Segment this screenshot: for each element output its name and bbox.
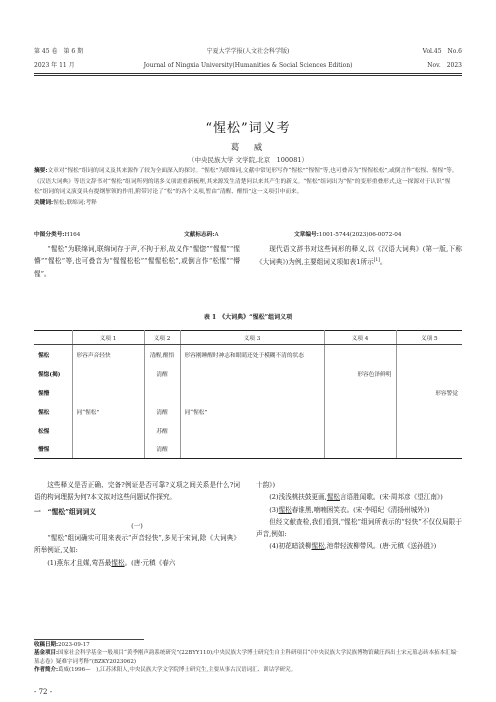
article-no-label: 文章编号:	[294, 232, 319, 238]
date-en: Nov. 2023	[427, 62, 462, 69]
footnote-rule	[34, 639, 144, 640]
journal-title-cn: 宁夏大学学报(人文社会科学版)	[206, 48, 290, 55]
table-header	[34, 331, 72, 345]
intro-left: “惺松”为联绵词,联绵词存于声,不拘于形,故义作“惺惚”“惺惺”“惺懵”“惺松”等,也可叠音为“惺惺松松”“惺惺松松”,或倒言作“松惺”“懵惺”。	[34, 245, 240, 278]
author-bio: 葛威(1996— ),江苏沭阳人,中央民族大学文学院博士研究生,主要从事古汉语词汇、训诂学研究。	[58, 667, 297, 674]
example-text: (4)初花暗淡柳	[269, 542, 312, 551]
table-cell-word: 惺松	[34, 402, 72, 421]
right-column	[256, 479, 462, 553]
author-name: 葛 威	[230, 143, 266, 153]
table-cell: 形容刚睡醒时神志和眼睛还处于模糊不清的状态	[180, 345, 324, 364]
table-caption: 表 1 《大词典》“惺松”组词义项	[203, 314, 293, 321]
table-cell: 清醒	[144, 440, 180, 459]
paragraph: “惺松”组词确实可用来表示“声音轻快”,多见于宋词,除《大词典》所举例证,又如:	[34, 534, 240, 555]
table-cell: 同“惺松”	[180, 402, 324, 421]
abstract	[34, 166, 462, 208]
author-bio-label: 作者简介:	[34, 667, 59, 674]
subsection-heading: (一)	[131, 521, 143, 530]
header-rule	[34, 73, 462, 74]
table-cell	[324, 345, 396, 364]
table-cell	[72, 383, 144, 402]
example-text: 。(唐·元稹《春六	[124, 558, 176, 567]
table-cell: 苏醒	[144, 421, 180, 440]
table-cell: 形容警觉	[396, 383, 462, 402]
example-keyword: 惺松	[311, 542, 325, 551]
article-title: “惺松”词义考	[205, 121, 291, 136]
keywords: 惺松;联绵词;考释	[53, 199, 97, 206]
page-number: - 72 -	[34, 688, 53, 696]
doc-code-label: 文献标志码:	[184, 232, 215, 238]
table-cell	[72, 421, 144, 440]
example-1	[34, 557, 240, 569]
table-header: 义项 1	[72, 331, 144, 345]
table-cell	[324, 402, 396, 421]
table-cell	[324, 421, 396, 440]
keywords-label: 关键词:	[34, 199, 54, 206]
example-keyword: 惺松	[111, 558, 125, 567]
example-text: 春谁黑,喃喃困笑衣。(宋·李昭纪《清扬州城外》)	[291, 505, 430, 514]
table-cell	[180, 421, 324, 440]
example-2	[256, 491, 462, 503]
date-cn: 2023 年 11 月	[34, 62, 75, 69]
example-text: (1)燕东才且媒,莺吾最	[47, 558, 112, 567]
table-cell	[396, 345, 462, 364]
table-cell: 清醒	[144, 402, 180, 421]
table-cell: 清醒,醒悟	[144, 345, 180, 364]
table-row	[34, 364, 462, 383]
table-cell	[180, 383, 324, 402]
table-header-row	[34, 331, 462, 345]
table-cell: 清醒	[144, 364, 180, 383]
table-cell: 同“惺松”	[72, 402, 144, 421]
sense-table	[34, 330, 462, 459]
example-text: (2)浅浅桃扶鼓更画,	[269, 493, 327, 502]
clc-code: H164	[64, 232, 81, 238]
table-cell-word: 松惺	[34, 421, 72, 440]
example-text: ,池带轻波柳带风。(唐·元稹《送孙胜》)	[324, 542, 437, 551]
journal-title-en: Journal of Ningxia University(Humanities & Social Sciences Edition)	[143, 62, 353, 69]
table-row	[34, 345, 462, 364]
volume-issue-cn: 第 45 卷 第 6 期	[34, 48, 84, 55]
author-affiliation: （中央民族大学 文学院,北京 100081）	[188, 156, 308, 164]
example-4	[256, 540, 462, 552]
table-cell	[180, 440, 324, 459]
intro-right	[256, 243, 462, 269]
table-cell-word: 惺松	[34, 345, 72, 364]
footnote	[34, 641, 462, 675]
received-label: 收稿日期:	[34, 642, 59, 648]
table-row	[34, 421, 462, 440]
table-cell: 形容声音轻快	[72, 345, 144, 364]
fund-label: 基金项目:	[34, 650, 59, 657]
intro-right-end: 。	[380, 258, 387, 267]
table-cell	[72, 440, 144, 459]
example-keyword: 惺松	[278, 505, 292, 514]
table-cell-word: 惺惚(揭)	[34, 364, 72, 383]
table-header: 义项 5	[396, 331, 462, 345]
section-heading: 一 “惺松”组词词义	[34, 507, 97, 516]
table-cell	[324, 383, 396, 402]
abstract-text: 文章对“惺松”组词的词义及其来源作了较为全面深入的探讨。“惺松”为联绵词,文献中常见形写作“惺松”“惺惺”等,也可叠音为“惺惺松松”,或倒言作“松惺、惺惺”等。《汉语大词典》等语文辞书对“惺松”组词所列的诸多义项需重新梳理,其来源发生清楚问以来其产生的新义。“惺松”组词出为“惺”的变形重叠形式,这一探源对于认识“惺松”组词的词义演变具有提纲挈领的作用,附带讨论了“松”的各个义项,暂由“清醒、醒悟”这一义项引申而来。	[34, 168, 458, 196]
paragraph: 但经文献查检,我们看到,“惺松”组词所表示的“轻快”不仅仅局限于声音,例如:	[256, 517, 462, 539]
table-cell	[72, 364, 144, 383]
example-3	[256, 504, 462, 516]
table-row	[34, 440, 462, 459]
table-cell	[144, 383, 180, 402]
citation-ref: [1]	[373, 258, 381, 264]
classification-line	[34, 231, 462, 239]
received-date: 2023-09-17	[58, 642, 90, 648]
article-no: 1001-5744(2023)06-0072-04	[318, 232, 402, 238]
table-cell	[396, 402, 462, 421]
table-row	[34, 402, 462, 421]
table-cell	[396, 364, 462, 383]
table-header: 义项 2	[144, 331, 180, 345]
paragraph: 这些释义是否正确、完备?例证是否可靠?义项之间关系是什么?词语的构词理据为何?本文拟对这些问题试作探究。	[34, 481, 240, 502]
fund-text: 国家社会科学基金一般项目“黄季刚声韵系统研究”(22BYY110);中央民族大学博士研究生自主科研项目“《中央民族大学民族博物馆藏汪西出土宋元墓志砖本拓本汇编·墓志卷》疑难字词考释”(BZKY2023062)	[34, 650, 458, 665]
left-column	[34, 479, 240, 569]
example-text: (3)	[269, 505, 279, 514]
header-rule-2	[34, 75, 462, 76]
table-row	[34, 383, 462, 402]
table-cell	[324, 440, 396, 459]
table-header: 义项 3	[180, 331, 324, 345]
table-cell	[180, 364, 324, 383]
doc-code: A	[214, 232, 219, 238]
table-header: 义项 4	[324, 331, 396, 345]
intro-right-text: 现代语文辞书对这些词形的释义,以《汉语大词典》(第一版,下称《大词典》)为例,主要组词义项如表1所示	[256, 245, 462, 267]
volume-issue-en: Vol.45 No.6	[422, 48, 462, 55]
table-cell	[396, 440, 462, 459]
table-cell	[396, 421, 462, 440]
table-cell-word: 惺懵	[34, 383, 72, 402]
example-continuation: 十韵》)	[256, 481, 276, 489]
table-cell-word: 懵惺	[34, 440, 72, 459]
abstract-label: 摘要:	[34, 168, 48, 174]
table-cell: 形容色泽鲜明	[324, 364, 396, 383]
clc-label: 中图分类号:	[34, 232, 65, 238]
example-keyword: 惺松	[326, 493, 340, 502]
example-text: 言语胜闻歌。(宋·周邦彦《望江南》)	[339, 493, 443, 502]
